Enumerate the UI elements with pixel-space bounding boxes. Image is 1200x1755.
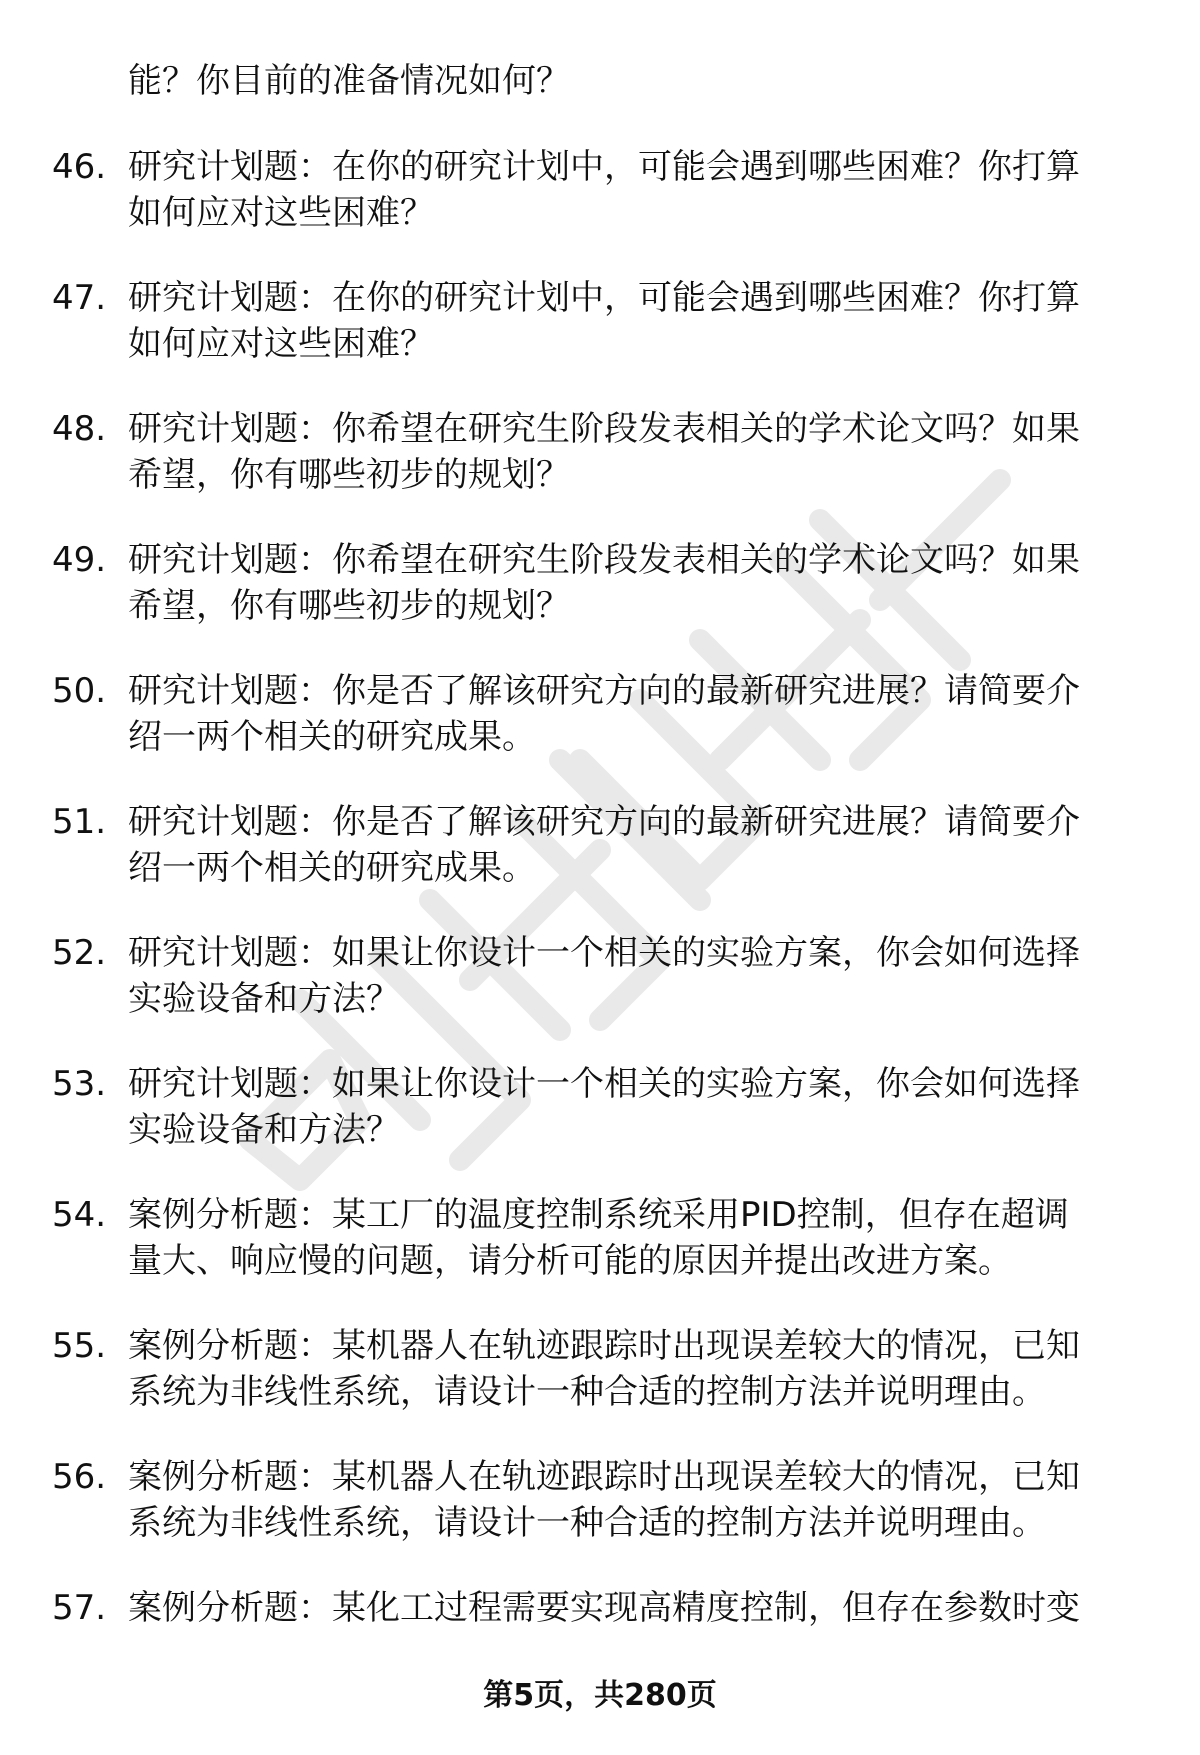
question-item [0, 799, 1200, 930]
question-text [128, 537, 1138, 629]
question-number: 53. [52, 1064, 107, 1104]
question-text-line: 绍一两个相关的研究成果。 [128, 848, 536, 888]
question-text-line: 如何应对这些困难？ [128, 324, 434, 364]
question-item [0, 1061, 1200, 1192]
question-item [0, 1454, 1200, 1585]
question-list [0, 144, 1200, 1716]
question-text [128, 1323, 1138, 1415]
question-item [0, 1192, 1200, 1323]
question-text-line: 研究计划题：如果让你设计一个相关的实验方案，你会如何选择 [128, 1064, 1080, 1104]
question-text-line: 研究计划题：你是否了解该研究方向的最新研究进展？请简要介 [128, 802, 1080, 842]
question-text-line: 实验设备和方法？ [128, 979, 400, 1019]
question-text [128, 799, 1138, 891]
question-text-line: 案例分析题：某机器人在轨迹跟踪时出现误差较大的情况，已知 [128, 1326, 1080, 1366]
question-text-line: 系统为非线性系统，请设计一种合适的控制方法并说明理由。 [128, 1503, 1046, 1543]
question-text-line: 案例分析题：某化工过程需要实现高精度控制，但存在参数时变 [128, 1588, 1080, 1628]
question-text-line: 希望，你有哪些初步的规划？ [128, 586, 570, 626]
continuation-text: 能？你目前的准备情况如何？ [128, 61, 570, 101]
question-text-line: 研究计划题：你是否了解该研究方向的最新研究进展？请简要介 [128, 671, 1080, 711]
question-text-line: 系统为非线性系统，请设计一种合适的控制方法并说明理由。 [128, 1372, 1046, 1412]
question-item [0, 144, 1200, 275]
question-item [0, 406, 1200, 537]
question-text-line: 量大、响应慢的问题，请分析可能的原因并提出改进方案。 [128, 1241, 1012, 1281]
question-text-line: 绍一两个相关的研究成果。 [128, 717, 536, 757]
question-number: 52. [52, 933, 107, 973]
page-footer: 第5页，共280页 [483, 1678, 717, 1713]
question-text-line: 实验设备和方法？ [128, 1110, 400, 1150]
question-number: 57. [52, 1588, 107, 1628]
question-text-line: 如何应对这些困难？ [128, 193, 434, 233]
question-number: 50. [52, 671, 107, 711]
question-item [0, 537, 1200, 668]
question-text [128, 275, 1138, 367]
question-number: 51. [52, 802, 107, 842]
question-text [128, 1454, 1138, 1546]
question-item [0, 930, 1200, 1061]
question-number: 49. [52, 540, 107, 580]
question-text [128, 144, 1138, 236]
question-number: 55. [52, 1326, 107, 1366]
question-item [0, 1323, 1200, 1454]
question-text [128, 1585, 1138, 1631]
question-number: 54. [52, 1195, 107, 1235]
question-text [128, 1192, 1138, 1284]
question-number: 56. [52, 1457, 107, 1497]
question-item [0, 275, 1200, 406]
question-number: 46. [52, 147, 107, 187]
question-item [0, 668, 1200, 799]
question-number: 48. [52, 409, 107, 449]
question-text-line: 研究计划题：在你的研究计划中，可能会遇到哪些困难？你打算 [128, 278, 1080, 318]
question-text-line: 研究计划题：你希望在研究生阶段发表相关的学术论文吗？如果 [128, 540, 1080, 580]
question-text-line: 研究计划题：在你的研究计划中，可能会遇到哪些困难？你打算 [128, 147, 1080, 187]
question-text [128, 1061, 1138, 1153]
question-text [128, 930, 1138, 1022]
question-text-line: 研究计划题：你希望在研究生阶段发表相关的学术论文吗？如果 [128, 409, 1080, 449]
question-number: 47. [52, 278, 107, 318]
question-text-line: 案例分析题：某工厂的温度控制系统采用PID控制，但存在超调 [128, 1195, 1069, 1235]
question-text [128, 668, 1138, 760]
question-text-line: 希望，你有哪些初步的规划？ [128, 455, 570, 495]
question-text [128, 406, 1138, 498]
question-text-line: 案例分析题：某机器人在轨迹跟踪时出现误差较大的情况，已知 [128, 1457, 1080, 1497]
question-text-line: 研究计划题：如果让你设计一个相关的实验方案，你会如何选择 [128, 933, 1080, 973]
